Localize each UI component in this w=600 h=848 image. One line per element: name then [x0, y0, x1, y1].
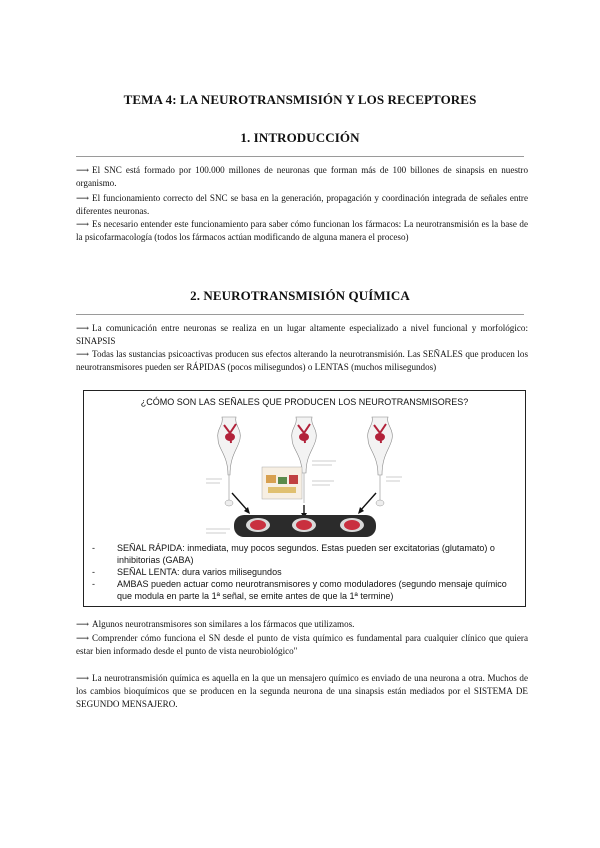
arrow-icon: ⟶ — [76, 219, 90, 229]
section-2-paragraph-4: ⟶ Comprender cómo funciona el SN desde el punto de vista químico es fundamental para cualquier clínico que quiera estar bien informado desde el punto de vista neurobiológico" — [76, 633, 528, 656]
section-1-rule — [76, 156, 524, 157]
neuron-right-icon — [368, 417, 402, 506]
section-2-paragraph-5: ⟶ La neurotransmisión química es aquella en la que un mensajero químico es enviado de una neurona a otra. Muchos de los cambios bioquímicos que se producen en la segunda neurona de una sinapsis están mediados por el SISTEMA DE SEGUNDO MENSAJERO. — [76, 673, 528, 709]
section-2-heading: 2. NEUROTRANSMISIÓN QUÍMICA — [190, 288, 410, 303]
signals-info-box: ¿CÓMO SON LAS SEÑALES QUE PRODUCEN LOS NEUROTRANSMISORES? - SEÑAL RÁPIDA: inmediata, muy pocos segundos. Estas pueden ser excitatorias (glutamato) o inhibitorias (GABA) - SEÑAL LENTA: dura varios milisegundos - AMBAS pueden actuar como neurotransmisores y como moduladores (segundo mensaje químico que modula en parte la 1ª señal, se emite antes de que la 1ª termine) — [83, 390, 526, 607]
synapse-signal-illustration — [204, 415, 404, 537]
arrow-icon: ⟶ — [76, 193, 90, 203]
arrow-icon: ⟶ — [76, 323, 90, 333]
section-2-paragraph-3: ⟶ Algunos neurotransmisores son similares a los fármacos que utilizamos. — [76, 619, 355, 629]
section-2-paragraph-1: ⟶ La comunicación entre neuronas se realiza en un lugar altamente especializado a nivel funcional y morfológico: SINAPSIS — [76, 323, 528, 346]
arrow-icon: ⟶ — [76, 165, 90, 175]
neuron-left-icon — [218, 417, 241, 506]
neuron-middle-icon — [262, 417, 336, 503]
arrow-icon: ⟶ — [76, 619, 90, 629]
main-title: TEMA 4: LA NEUROTRANSMISIÓN Y LOS RECEPTORES — [123, 92, 477, 107]
section-1-heading: 1. INTRODUCCIÓN — [240, 130, 360, 145]
arrow-icon: ⟶ — [76, 349, 90, 359]
receptor-plate-icon — [234, 515, 376, 537]
arrow-icon: ⟶ — [76, 673, 90, 683]
arrow-icon: ⟶ — [76, 633, 90, 643]
section-2-paragraph-2: ⟶ Todas las sustancias psicoactivas producen sus efectos alterando la neurotransmisión. Las SEÑALES que producen los neurotransmisores pueden ser RÁPIDAS (pocos milisegundos) o LENTAS (muchos milisegundos) — [76, 349, 528, 372]
section-1-paragraph-1: ⟶ El SNC está formado por 100.000 millones de neuronas que forman más de 100 billones de sinapsis en nuestro organismo. — [76, 165, 528, 188]
section-1-paragraph-2: ⟶ El funcionamiento correcto del SNC se basa en la generación, propagación y coordinación integrada de señales entre diferentes neuronas. — [76, 193, 528, 216]
section-2-rule — [76, 314, 524, 315]
box-title: ¿CÓMO SON LAS SEÑALES QUE PRODUCEN LOS NEUROTRANSMISORES? — [140, 397, 469, 407]
section-1-paragraph-3: ⟶ Es necesario entender este funcionamiento para saber cómo funcionan los fármacos: La neurotransmisión es la base de la psicofarmacología (todos los fármacos actúan modificando de alguna manera el proceso) — [76, 219, 528, 242]
